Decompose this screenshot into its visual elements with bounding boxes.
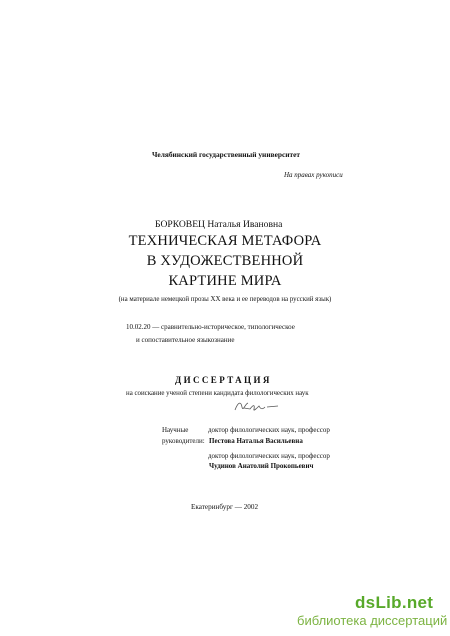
supervisor-2-name: Чудинов Анатолий Прокопьевич (209, 462, 314, 470)
university-name: Челябинский государственный университет (152, 150, 301, 159)
city-year: Екатеринбург — 2002 (191, 503, 259, 511)
supervisor-1-name: Пестова Наталья Васильевна (209, 437, 303, 445)
supervisor-1-degree: доктор филологических наук, профессор (208, 426, 330, 434)
signature-icon (232, 398, 280, 416)
specialty-line-1: 10.02.20 — сравнительно-историческое, типологическое (126, 323, 295, 331)
supervisor-2-degree: доктор филологических наук, профессор (208, 452, 330, 460)
watermark-tagline: библиотека диссертаций (297, 613, 448, 628)
degree-line: на соискание ученой степени кандидата филологических наук (126, 390, 309, 397)
supervisors-label-2: руководители: (162, 437, 205, 445)
title-line-2: В ХУДОЖЕСТВЕННОЙ (146, 253, 304, 269)
dissertation-heading: ДИССЕРТАЦИЯ (175, 375, 272, 385)
author-name: БОРКОВЕЦ Наталья Ивановна (155, 219, 283, 230)
supervisors-label-1: Научные (162, 426, 189, 434)
watermark (297, 593, 448, 628)
title-line-1: ТЕХНИЧЕСКАЯ МЕТАФОРА (128, 233, 322, 249)
title-subtitle: (на материале немецкой прозы XX века и ее переводов на русский язык) (118, 296, 332, 303)
specialty-line-2: и сопоставительное языкознание (136, 336, 235, 344)
manuscript-note: На правах рукописи (284, 171, 343, 179)
watermark-logo: dsLib.net (355, 593, 434, 612)
title-line-3: КАРТИНЕ МИРА (168, 273, 282, 289)
